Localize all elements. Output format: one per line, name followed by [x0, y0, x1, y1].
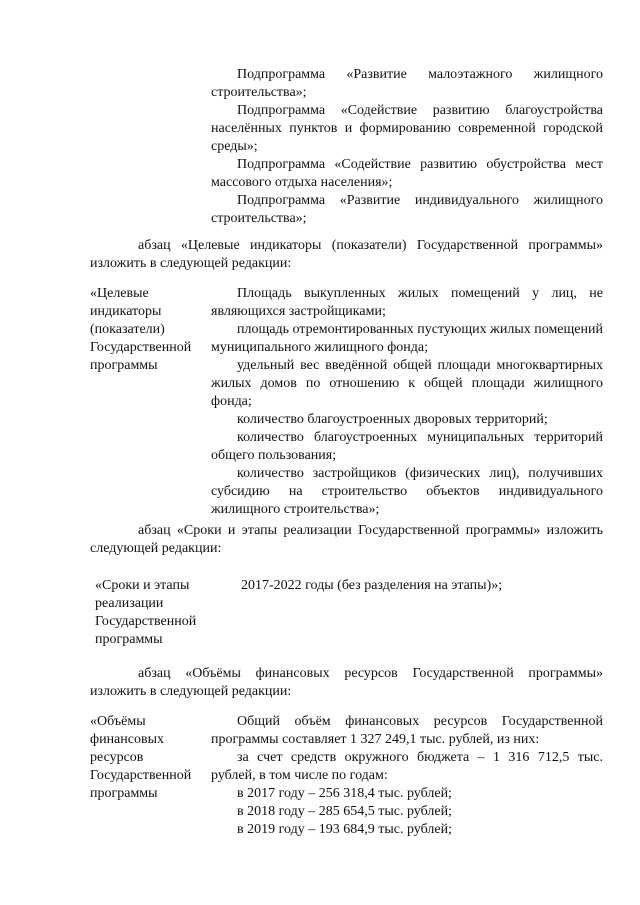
subprograms-list — [211, 66, 603, 228]
volume-item: Общий объём финансовых ресурсов Государственной программы составляет 1 327 249,1 тыс. рублей, из них: — [211, 714, 603, 747]
volume-item: в 2018 году – 285 654,5 тыс. рублей; — [237, 804, 452, 819]
volume-item: за счет средств окружного бюджета – 1 316 712,5 тыс. рублей, в том числе по годам: — [211, 750, 603, 783]
indicators-label: «Целевые индикаторы (показатели) Государственной программы — [90, 286, 192, 373]
indicator-item: удельный вес введённой общей площади многоквартирных жилых домов по отношению к общей площади жилищного фонда; — [211, 358, 603, 409]
volumes-label: «Объёмы финансовых ресурсов Государственной программы — [90, 714, 192, 801]
terms-value-block — [211, 577, 603, 595]
terms-value: 2017-2022 годы (без разделения на этапы)»; — [241, 578, 503, 593]
paragraph-volumes: абзац «Объёмы финансовых ресурсов Государственной программы» изложить в следующей редакции: — [90, 666, 603, 699]
paragraph-terms: абзац «Сроки и этапы реализации Государственной программы» изложить следующей редакции: — [90, 523, 603, 556]
indicator-item: Площадь выкупленных жилых помещений у лиц, не являющихся застройщиками; — [211, 286, 603, 319]
terms-label: «Сроки и этапы реализации Государственной программы — [95, 578, 197, 647]
volume-item: в 2019 году – 193 684,9 тыс. рублей; — [237, 822, 452, 837]
indicator-item: площадь отремонтированных пустующих жилых помещений муниципального жилищного фонда; — [211, 322, 603, 355]
subprogram-item: Подпрограмма «Содействие развитию благоустройства населённых пунктов и формированию современной городской среды»; — [211, 103, 603, 154]
subprogram-item: Подпрограмма «Развитие малоэтажного жилищного строительства»; — [211, 67, 603, 100]
volume-item: в 2017 году – 256 318,4 тыс. рублей; — [237, 786, 452, 801]
subprogram-item: Подпрограмма «Развитие индивидуального жилищного строительства»; — [211, 193, 603, 226]
indicators-list — [211, 285, 603, 519]
volumes-list — [211, 713, 603, 839]
paragraph-indicators: абзац «Целевые индикаторы (показатели) Государственной программы» изложить в следующей редакции: — [90, 238, 603, 271]
indicator-item: количество благоустроенных дворовых территорий; — [237, 412, 548, 427]
indicator-item: количество благоустроенных муниципальных территорий общего пользования; — [211, 430, 603, 463]
indicator-item: количество застройщиков (физических лиц), получивших субсидию на строительство объектов индивидуального жилищного строительства»; — [211, 466, 603, 517]
subprogram-item: Подпрограмма «Содействие развитию обустройства мест массового отдыха населения»; — [211, 157, 603, 190]
